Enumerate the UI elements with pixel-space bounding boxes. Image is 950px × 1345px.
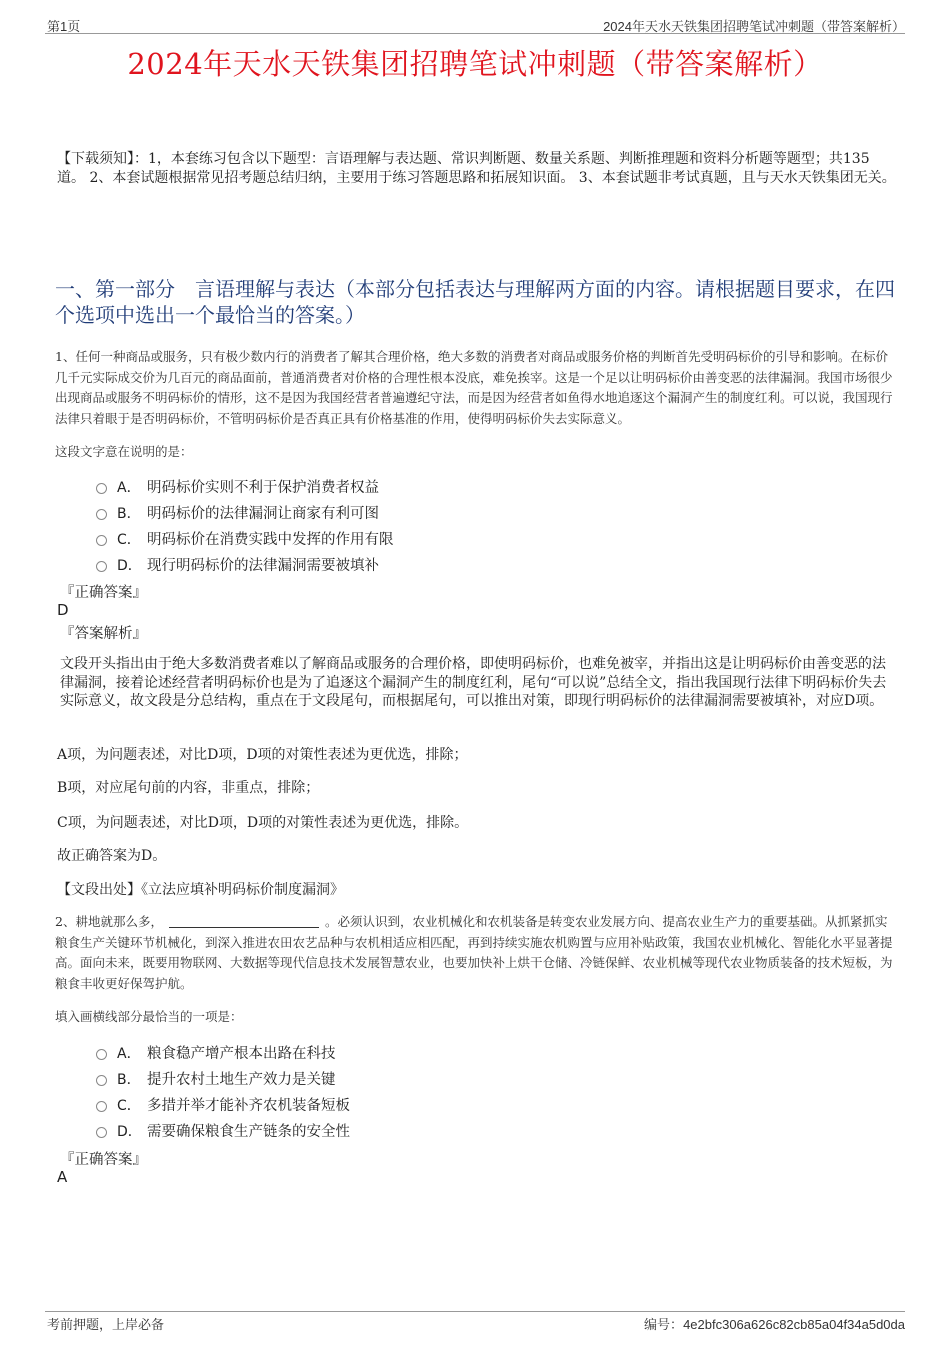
q1-option-b[interactable]: B． 明码标价的法律漏洞让商家有利可图: [96, 502, 379, 523]
radio-icon[interactable]: [96, 1101, 107, 1112]
footer-rule: [45, 1311, 905, 1312]
radio-icon[interactable]: [96, 1075, 107, 1086]
q2-option-a[interactable]: A． 粮食稳产增产根本出路在科技: [96, 1042, 336, 1063]
q1-option-c[interactable]: C． 明码标价在消费实践中发挥的作用有限: [96, 528, 394, 549]
section-heading: 一、第一部分 言语理解与表达（本部分包括表达与理解两方面的内容。请根据题目要求，在四个选项中选出一个最恰当的答案。）: [55, 277, 895, 327]
q1-answer-label: 『正确答案』: [60, 585, 147, 601]
radio-icon[interactable]: [96, 1127, 107, 1138]
radio-icon[interactable]: [96, 509, 107, 520]
question-1-text: 1、任何一种商品或服务，只有极少数内行的消费者了解其合理价格，绝大多数的消费者对商品或服务价格的判断首先受明码标价的引导和影响。在标价几千元实际成交价为几百元的商品面前，普通消费者对价格的合理性根本没底，难免挨宰。这是一个足以让明码标价由善变恶的法律漏洞。我国市场很少出现商品或服务不明码标价的情形，这不是因为我国经营者普遍遵纪守法，而是因为经营者如鱼得水地追逐这个漏洞产生的制度红利。可以说，我国现行法律只着眼于是否明码标价，不管明码标价是否真正具有价格基准的作用，使得明码标价失去实际意义。: [55, 349, 893, 426]
question-2-text: 2、耕地就那么多， 。必须认识到，农业机械化和农机装备是转变农业发展方向、提高农业生产力的重要基础。从抓紧抓实粮食生产关键环节机械化，到深入推进农田农艺品种与农机相适应相匹配，再到持续实施农机购置与应用补贴政策，我国农业机械化、智能化水平显著提高。面向未来，既要用物联网、大数据等现代信息技术发展智慧农业，也要加快补上烘干仓储、冷链保鲜、农业机械等现代农业物质装备的技术短板，为粮食丰收更好保驾护航。: [55, 914, 893, 991]
radio-icon[interactable]: [96, 1049, 107, 1060]
q1-answer: D: [57, 601, 69, 619]
radio-icon[interactable]: [96, 483, 107, 494]
q2-option-c[interactable]: C． 多措并举才能补齐农机装备短板: [96, 1094, 350, 1115]
q1-conclusion: 故正确答案为D。: [57, 848, 167, 864]
q2-answer-label: 『正确答案』: [60, 1152, 147, 1168]
q1-analysis: 文段开头指出由于绝大多数消费者难以了解商品或服务的合理价格，即使明码标价，也难免被宰，并指出这是让明码标价由善变恶的法律漏洞，接着论述经营者明码标价也是为了追逐这个漏洞产生的制度红利，尾句“可以说”总结全文，指出我国现行法律下明码标价失去实际意义，故文段是分总结构，重点在于文段尾句，而根据尾句，可以推出对策，即现行明码标价的法律漏洞需要被填补，对应D项。: [60, 656, 887, 709]
q2-option-b[interactable]: B． 提升农村土地生产效力是关键: [96, 1068, 336, 1089]
download-notice: 【下载须知】：1，本套练习包含以下题型：言语理解与表达题、常识判断题、数量关系题、判断推理题和资料分析题等题型；共135道。 2、本套试题根据常见招考题总结归纳，主要用于练习答题思路和拓展知识面。 3、本套试题非考试真题，且与天水天铁集团无关。: [57, 151, 896, 186]
radio-icon[interactable]: [96, 535, 107, 546]
q2-option-d[interactable]: D． 需要确保粮食生产链条的安全性: [96, 1120, 350, 1141]
header-rule: [45, 33, 905, 34]
q1-note-a: A项，为问题表述，对比D项，D项的对策性表述为更优选，排除；: [57, 747, 468, 763]
q1-note-c: C项，为问题表述，对比D项，D项的对策性表述为更优选，排除。: [57, 815, 469, 831]
question-2-prompt: 填入画横线部分最恰当的一项是：: [55, 1009, 243, 1024]
q1-source: 【文段出处】《立法应填补明码标价制度漏洞》: [57, 882, 344, 898]
footer-code: 编号：4e2bfc306a626c82cb85a04f34a5d0da: [644, 1317, 905, 1332]
fill-blank: [169, 914, 319, 928]
q1-note-b: B项，对应尾句前的内容，非重点，排除；: [57, 780, 320, 796]
header-doc-title: 2024年天水天铁集团招聘笔试冲刺题（带答案解析）: [603, 19, 905, 34]
q1-option-d[interactable]: D． 现行明码标价的法律漏洞需要被填补: [96, 554, 379, 575]
question-1-prompt: 这段文字意在说明的是：: [55, 444, 193, 459]
radio-icon[interactable]: [96, 561, 107, 572]
q2-answer: A: [57, 1168, 68, 1186]
q1-analysis-label: 『答案解析』: [60, 626, 147, 642]
page-number: 第1页: [47, 19, 81, 34]
q1-option-a[interactable]: A． 明码标价实则不利于保护消费者权益: [96, 476, 379, 497]
page-title: 2024年天水天铁集团招聘笔试冲刺题（带答案解析）: [127, 47, 823, 81]
footer-slogan: 考前押题，上岸必备: [47, 1317, 165, 1332]
